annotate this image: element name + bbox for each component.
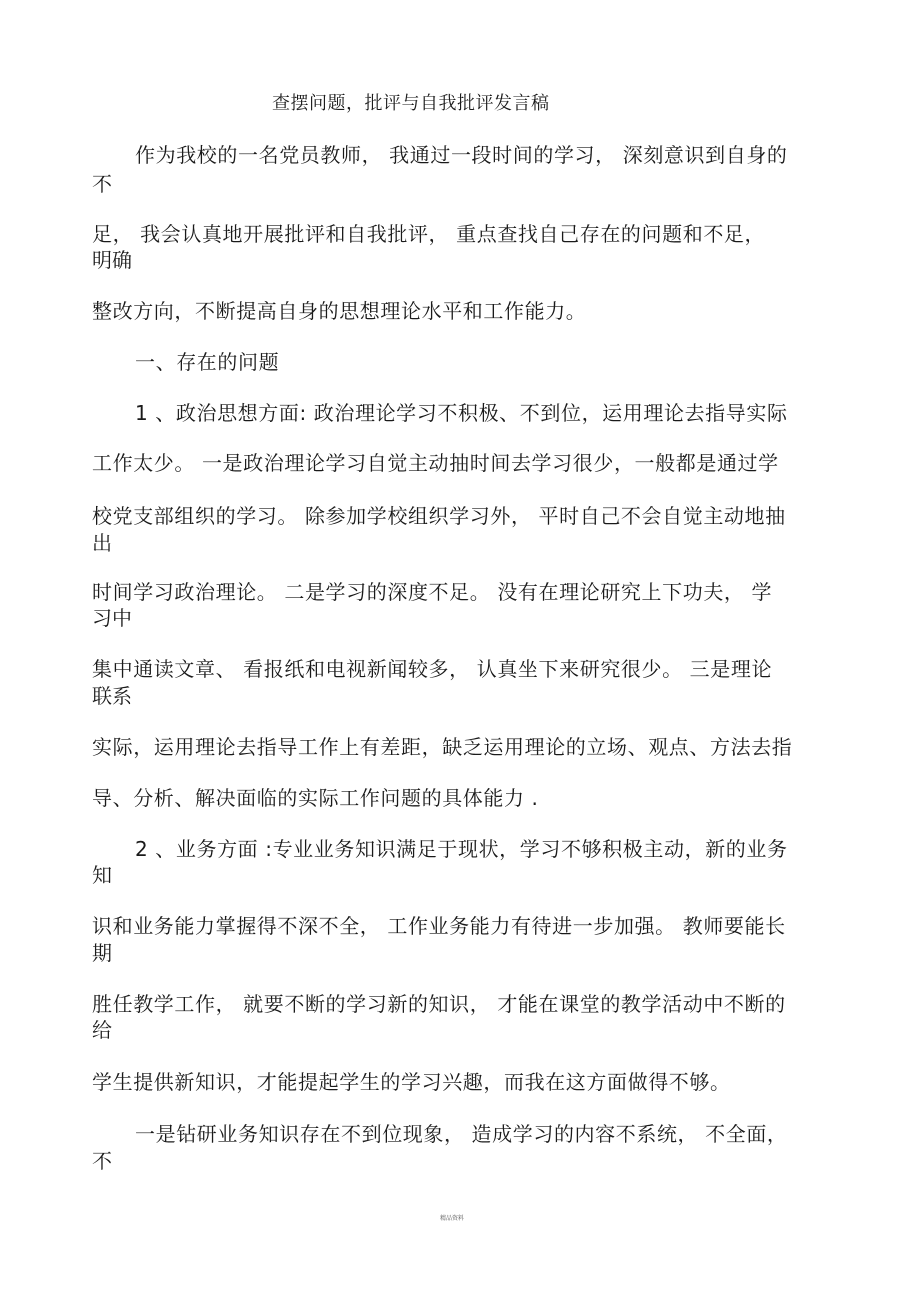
text-line: 足， 我会认真地开展批评和自我批评， 重点查找自己存在的问题和不足，: [92, 222, 766, 246]
text-line-wrap: 不: [92, 1149, 112, 1173]
text-line: 2 、业务方面 :专业业务知识满足于现状，学习不够积极主动，新的业务: [135, 837, 788, 861]
section-heading: 一、存在的问题: [135, 350, 280, 374]
text-line: 识和业务能力掌握得不深不全， 工作业务能力有待进一步加强。 教师要能长: [92, 914, 786, 938]
text-line: 作为我校的一名党员教师， 我通过一段时间的学习， 深刻意识到自身的: [135, 143, 788, 167]
text-line: 时间学习政治理论。 二是学习的深度不足。 没有在理论研究上下功夫， 学: [92, 580, 773, 604]
text-line: 导、分析、解决面临的实际工作问题的具体能力 .: [92, 786, 539, 810]
text-line: 集中通读文章、 看报纸和电视新闻较多， 认真坐下来研究很少。 三是理论: [92, 657, 773, 681]
text-line: 一是钻研业务知识存在不到位现象， 造成学习的内容不系统， 不全面，: [135, 1122, 788, 1146]
text-line-wrap: 不: [92, 172, 112, 196]
text-line: 1 、政治思想方面: 政治理论学习不积极、不到位，运用理论去指导实际: [135, 401, 788, 425]
text-line-wrap: 知: [92, 863, 112, 887]
text-line: 胜任教学工作， 就要不断的学习新的知识， 才能在课堂的教学活动中不断的: [92, 992, 786, 1016]
text-line-wrap: 习中: [92, 606, 132, 630]
text-line-wrap: 明确: [92, 248, 132, 272]
page-title: 查摆问题，批评与自我批评发言稿: [272, 93, 550, 114]
page-footer: 精品资料: [440, 1215, 465, 1222]
text-line: 校党支部组织的学习。 除参加学校组织学习外， 平时自己不会自觉主动地抽: [92, 504, 786, 528]
text-line: 整改方向，不断提高自身的思想理论水平和工作能力。: [92, 299, 587, 323]
text-line-wrap: 期: [92, 941, 112, 965]
text-line: 工作太少。 一是政治理论学习自觉主动抽时间去学习很少，一般都是通过学: [92, 451, 779, 475]
text-line-wrap: 出: [92, 531, 112, 555]
text-line: 学生提供新知识，才能提起学生的学习兴趣，而我在这方面做得不够。: [92, 1070, 731, 1094]
text-line-wrap: 联系: [92, 684, 132, 708]
text-line: 实际，运用理论去指导工作上有差距，缺乏运用理论的立场、观点、方法去指: [92, 735, 793, 759]
text-line-wrap: 给: [92, 1018, 112, 1042]
